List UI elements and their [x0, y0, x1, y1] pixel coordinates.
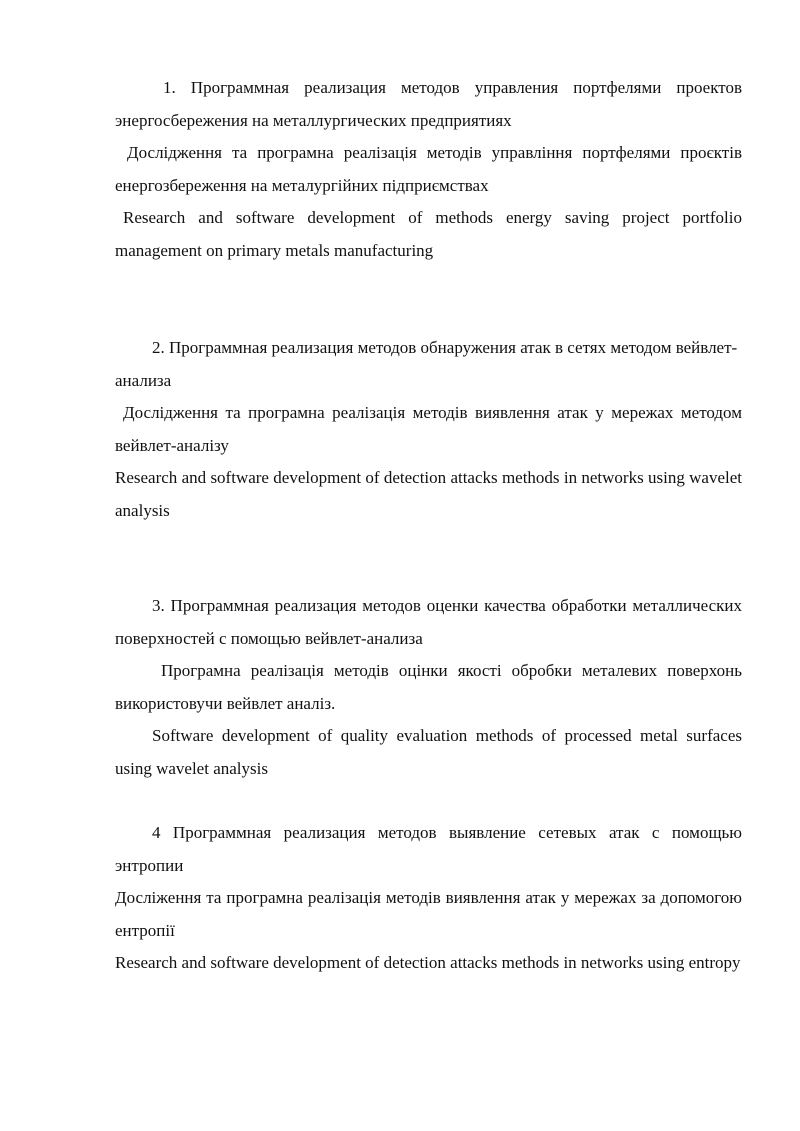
document-body	[115, 72, 742, 980]
topic-1-english-title: Research and software development of methods energy saving project portfolio management on primary metals manufacturing	[115, 208, 742, 260]
spacer	[115, 785, 742, 817]
topic-2-ukrainian-title: Дослідження та програмна реалізація методів виявлення атак у мережах методом вейвлет-аналізу	[115, 403, 742, 455]
topic-3-english-title: Software development of quality evaluation methods of processed metal surfaces using wavelet analysis	[115, 726, 742, 778]
topic-block-1	[115, 72, 742, 267]
topic-block-4	[115, 817, 742, 980]
topic-3-russian-title: 3. Программная реализация методов оценки качества обработки металлических поверхностей с помощью вейвлет-анализа	[115, 596, 742, 648]
topic-block-2	[115, 332, 742, 527]
topic-4-russian-title: 4 Программная реализация методов выявление сетевых атак с помощью энтропии	[115, 823, 742, 875]
spacer	[115, 527, 742, 590]
topic-1-russian-title: 1. Программная реализация методов управления портфелями проектов энергосбережения на металлургических предприятиях	[115, 78, 742, 130]
spacer	[115, 267, 742, 332]
topic-1-ukrainian-title: Дослідження та програмна реалізація методів управління портфелями проєктів енергозбереження на металургійних підприємствах	[115, 143, 742, 195]
topic-block-3	[115, 590, 742, 785]
topic-2-english-title: Research and software development of detection attacks methods in networks using wavelet analysis	[115, 468, 742, 520]
topic-2-russian-title: 2. Программная реализация методов обнаружения атак в сетях методом вейвлет-анализа	[115, 338, 738, 390]
topic-3-ukrainian-title: Програмна реалізація методів оцінки якості обробки металевих поверхонь використовучи вейвлет аналіз.	[115, 661, 742, 713]
topic-4-english-title: Research and software development of detection attacks methods in networks using entropy	[115, 953, 741, 972]
topic-4-ukrainian-title: Досліження та програмна реалізація методів виявлення атак у мережах за допомогою ентропії	[115, 888, 742, 940]
